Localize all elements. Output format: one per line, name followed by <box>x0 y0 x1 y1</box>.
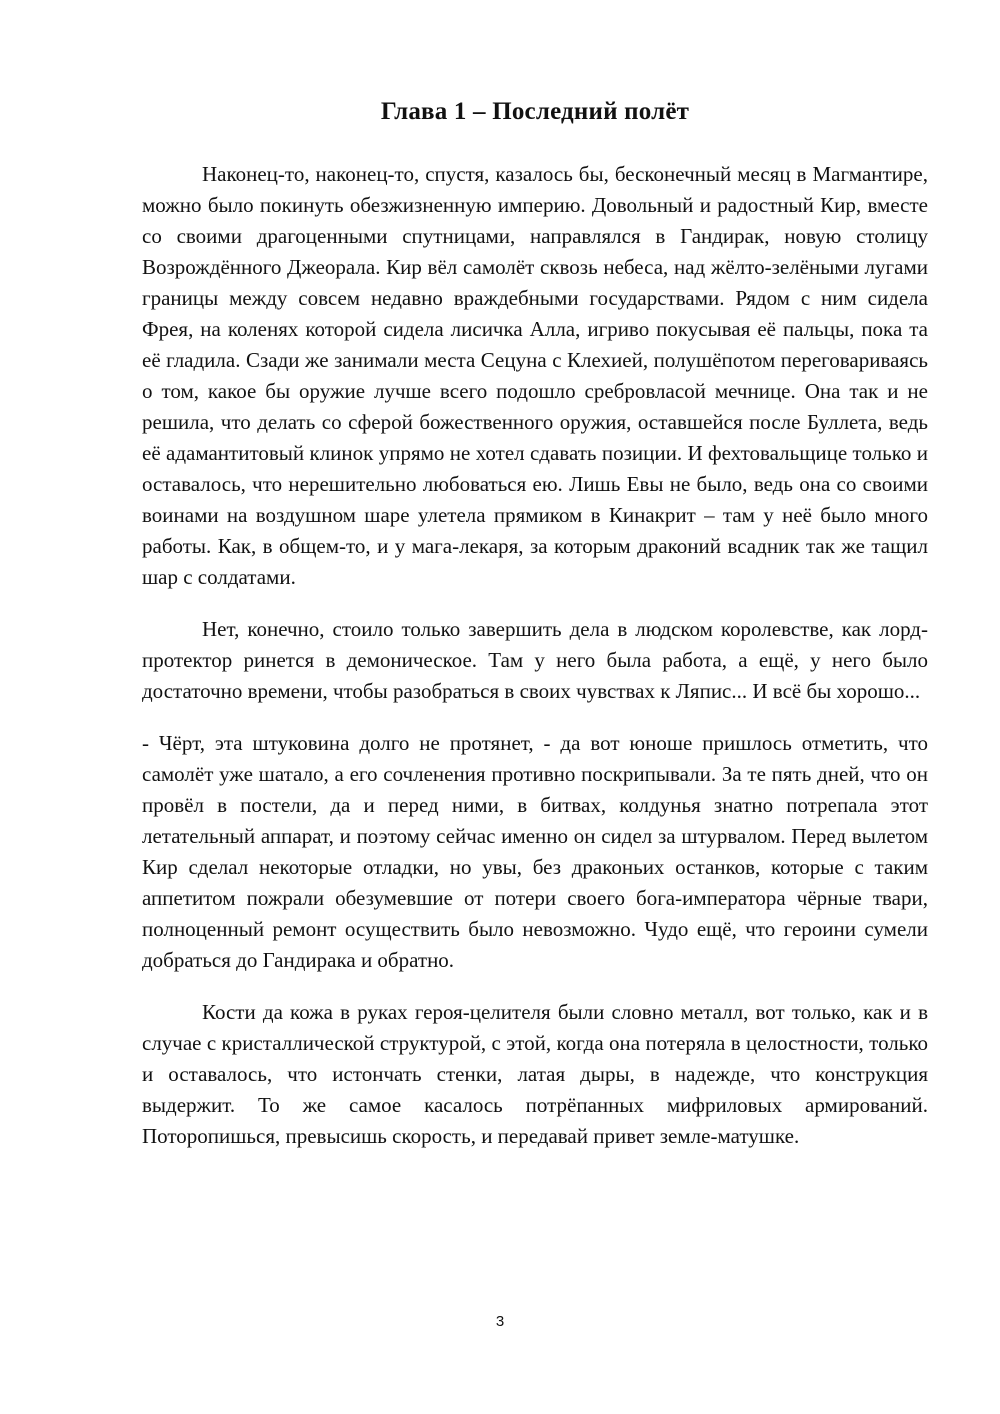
chapter-title: Глава 1 – Последний полёт <box>380 98 690 125</box>
page-content <box>142 92 928 1173</box>
page-number: 3 <box>495 1313 505 1330</box>
paragraph-4: Кости да кожа в руках героя-целителя были словно металл, вот только, как и в случае с кристаллической структурой, с этой, когда она потеряла в целостности, только и оставалось, что истончать стенки, латая дыры, в надежде, что конструкция выдержит. То же самое касалось потрёпанных мифриловых армирований. Поторопишься, превысишь скорость, и передавай привет земле-матушке. <box>142 1000 928 1148</box>
paragraph-3-dialogue: - Чёрт, эта штуковина долго не протянет, - да вот юноше пришлось отметить, что самолёт уже шатало, а его сочленения противно поскрипывали. За те пять дней, что он провёл в постели, да и перед ними, в битвах, колдунья знатно потрепала этот летательный аппарат, и поэтому сейчас именно он сидел за штурвалом. Перед вылетом Кир сделал некоторые отладки, но увы, без драконьих останков, которые с таким аппетитом пожрали обезумевшие от потери своего бога-императора чёрные твари, полноценный ремонт осуществить было невозможно. Чудо ещё, что героини сумели добраться до Гандирака и обратно. <box>142 731 928 972</box>
paragraph-1: Наконец-то, наконец-то, спустя, казалось бы, бесконечный месяц в Магмантире, можно было покинуть обезжизненную империю. Довольный и радостный Кир, вместе со своими драгоценными спутницами, направлялся в Гандирак, новую столицу Возрождённого Джеорала. Кир вёл самолёт сквозь небеса, над жёлто-зелёными лугами границы между совсем недавно враждебными государствами. Рядом с ним сидела Фрея, на коленях которой сидела лисичка Алла, игриво покусывая её пальцы, пока та её гладила. Сзади же занимали места Сецуна с Клехией, полушёпотом переговариваясь о том, какое бы оружие лучше всего подошло сребровласой мечнице. Она так и не решила, что делать со сферой божественного оружия, оставшейся после Буллета, ведь её адамантитовый клинок упрямо не хотел сдавать позиции. И фехтовальщице только и оставалось, что нерешительно любоваться ею. Лишь Евы не было, ведь она со своими воинами на воздушном шаре улетела прямиком в Кинакрит – там у неё было много работы. Как, в общем-то, и у мага-лекаря, за которым драконий всадник так же тащил шар с солдатами. <box>142 162 928 589</box>
paragraph-2: Нет, конечно, стоило только завершить дела в людском королевстве, как лорд-протектор ринется в демоническое. Там у него была работа, а ещё, у него было достаточно времени, чтобы разобраться в своих чувствах к Ляпис... И всё бы хорошо... <box>142 617 928 703</box>
